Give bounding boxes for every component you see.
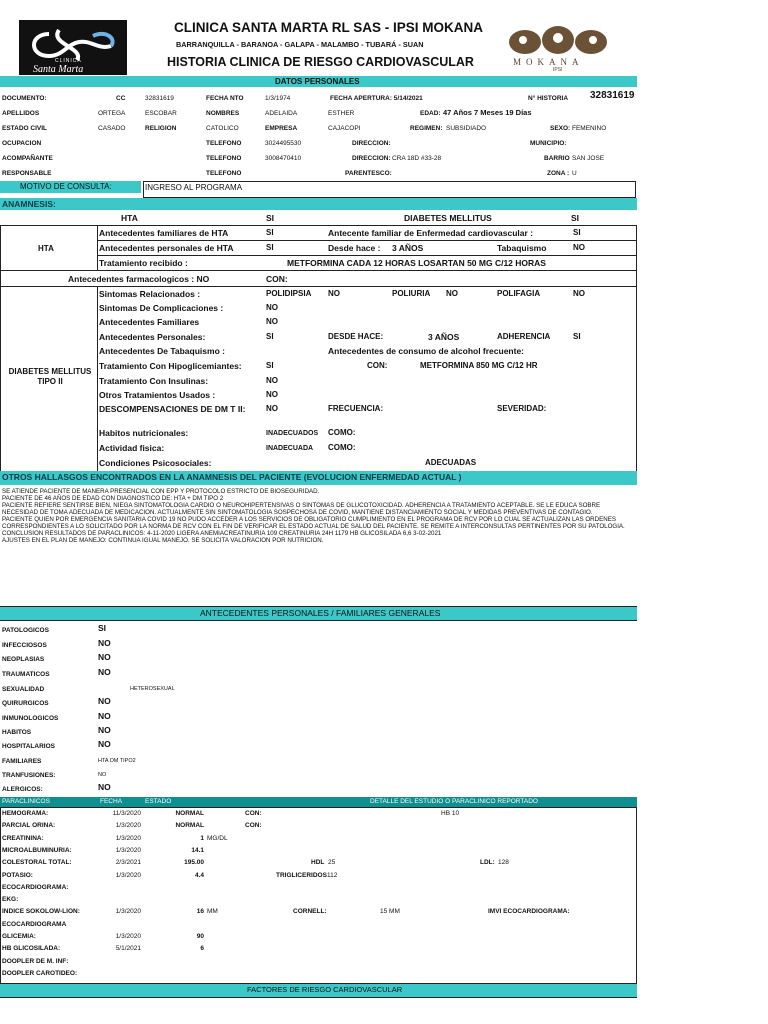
paraclinico-name: GLICEMIA: (2, 933, 36, 940)
paraclinico-detail-value: HB 10 (441, 810, 460, 817)
paraclinico-name: DOOPLER CAROTIDEO: (2, 970, 78, 977)
habitos-nutricionales: Habitos nutricionales: (99, 428, 189, 438)
documento-label: DOCUMENTO: (2, 95, 47, 102)
motivo-value: INGRESO AL PROGRAMA (145, 183, 243, 192)
ant-fam-ecv-value: SI (573, 228, 581, 237)
apellidos-label: APELLIDOS (2, 110, 40, 117)
antecedente-value: NO (98, 782, 111, 792)
tratamiento-label: Tratamiento recibido : (99, 258, 188, 268)
telefono-label-3: TELEFONO (206, 170, 242, 177)
barrio-label: BARRIO (544, 155, 570, 162)
paraclinico-estado: 195.00 (184, 859, 204, 866)
paraclinico-estado: 1 (200, 835, 204, 842)
otros-tratamientos-value: NO (266, 390, 278, 399)
trat-insulinas-value: NO (266, 376, 278, 385)
ant-familiares-value: NO (266, 317, 278, 326)
paraclinico-detail-label: CON: (245, 822, 262, 829)
otros-line-8: AJUSTES EN EL PLAN DE MANEJO: CONTINUA IGUAL MANEJO. SE SOLICITA VALORACION POR NUTRICION. (2, 537, 324, 544)
desde-hace-label: Desde hace : (328, 243, 381, 253)
clinic-cities: BARRANQUILLA - BARANOA - GALAPA - MALAMBO - TUBARÁ - SUAN (176, 40, 424, 49)
polifagia-value: NO (573, 289, 585, 298)
paraclinico-fecha: 1/3/2020 (115, 908, 141, 915)
paraclinico-fecha: 11/3/2020 (112, 810, 141, 817)
antecedente-label: QUIRURGICOS (2, 700, 49, 707)
zona: U (572, 170, 577, 177)
dm-header-si: SI (571, 213, 580, 223)
trat-hipoglicemiantes: Tratamiento Con Hipoglicemiantes: (99, 361, 242, 371)
ant-per-hta: Antecedentes personales de HTA (99, 243, 234, 253)
sexo-label: SEXO: (550, 125, 571, 132)
antecedente-value: SI (98, 623, 107, 633)
nombre-1: ADELAIDA (265, 110, 298, 117)
personal-data-title: DATOS PERSONALES (275, 77, 360, 86)
historia-number: 32831619 (590, 90, 635, 101)
apellido-2: ESCOBAR (145, 110, 177, 117)
mokana-logo (503, 20, 613, 75)
otros-line-7: CONCLUSION RESULTADOS DE PARACLINICOS: 4-11-2020 LIGERA ANEMIACREATINURIA 109 CREATINURIA 24H 1179 HB GLICOSILADA 6,6 3-02-2021 (2, 530, 442, 537)
farmacologicos-con: CON: (266, 274, 288, 284)
frecuencia-label: FRECUENCIA: (328, 404, 384, 413)
paraclinico-detail-label: CORNELL: (293, 908, 327, 915)
telefono-2: 3008470410 (265, 155, 302, 162)
religion: CATOLICO (206, 125, 239, 132)
antecedente-label: TRANFUSIONES: (2, 772, 56, 779)
tratamiento-value: METFORMINA CADA 12 HORAS LOSARTAN 50 MG C/12 HORAS (287, 258, 546, 268)
paraclinico-estado: NORMAL (175, 822, 204, 829)
hta-header-si: SI (266, 213, 275, 223)
paraclinico-estado: 90 (196, 933, 204, 940)
edad-value: 47 Años 7 Meses 19 Días (443, 108, 532, 117)
fecha-apertura: FECHA APERTURA: 5/14/2021 (330, 95, 423, 102)
telefono-label-2: TELEFONO (206, 155, 242, 162)
antecedentes-title: ANTECEDENTES PERSONALES / FAMILIARES GENERALES (200, 608, 441, 618)
nombres-label: NOMBRES (206, 110, 240, 117)
descompensaciones: DESCOMPENSACIONES DE DM T II: (99, 404, 246, 414)
municipio-label: MUNICIPIO: (530, 140, 567, 147)
paraclinico-fecha: 1/3/2020 (115, 933, 141, 940)
telefono-1: 3024495530 (265, 140, 302, 147)
paraclinicos-header: PARACLINICOS (2, 798, 50, 805)
condiciones-psicosociales-value: ADECUADAS (425, 458, 477, 467)
antecedente-value: NO (98, 652, 111, 662)
estado-civil: CASADO (98, 125, 126, 132)
hta-row-label: HTA (38, 244, 54, 253)
paraclinico-name: CREATININA: (2, 835, 44, 842)
paraclinico-estado: NORMAL (175, 810, 204, 817)
habitos-como: COMO: (328, 428, 356, 437)
polidipsia-value: NO (328, 289, 340, 298)
ant-fam-hta: Antecedentes familiares de HTA (99, 228, 229, 238)
ant-per-hta-value: SI (266, 243, 274, 252)
dm-header: DIABETES MELLITUS (404, 213, 492, 223)
paraclinico-name: INDICE SOKOLOW-LION: (2, 908, 80, 915)
personal-data-band (0, 76, 637, 87)
motivo-box (143, 181, 636, 198)
ocupacion-label: OCUPACION (2, 140, 42, 147)
antecedente-value: NO (98, 725, 111, 735)
otros-band (0, 471, 637, 485)
apellido-1: ORTEGA (98, 110, 126, 117)
telefono-label-1: TELEFONO (206, 140, 242, 147)
antecedente-label: NEOPLASIAS (2, 656, 45, 663)
empresa-label: EMPRESA (265, 125, 298, 132)
paraclinico-name: COLESTORAL TOTAL: (2, 859, 72, 866)
paraclinico-fecha: 1/3/2020 (115, 872, 141, 879)
paraclinico-name: EKG: (2, 896, 19, 903)
antecedente-value: NO (98, 772, 107, 778)
paraclinico-fecha: 5/1/2021 (115, 945, 141, 952)
otros-line-3: PACIENTE REFIERE SENTIRSE BIEN, NIEGA SINTOMATOLOGIA CARDIO O NEUROHIPERTENSIVAS O SINTOMAS DE GLUCOTOXICIDAD. ADHERENCIA A TRATAMIENTO ACEPTABLE. SE LE EDUCA SOBRE (2, 502, 601, 509)
parentesco-label: PARENTESCO: (345, 170, 392, 177)
direccion-label-1: DIRECCION: (352, 140, 391, 147)
actividad-fisica: Actividad fisica: (99, 443, 165, 453)
paraclinico-detail-label: TRIGLICERIDOS (276, 872, 327, 879)
tabaquismo-label: Tabaquismo (497, 243, 547, 253)
antecedente-value: NO (98, 638, 111, 648)
otros-line-1: SE ATIENDE PACIENTE DE MANERA PRESENCIAL CON EPP Y PROTOCOLO ESTRICTO DE BIOSEGURIDAD. (2, 488, 320, 495)
poliuria-value: NO (446, 289, 458, 298)
clinica-santa-marta-logo (19, 20, 127, 75)
trat-insulinas: Tratamiento Con Insulinas: (99, 376, 209, 386)
logo-right-text: MOKANA (513, 57, 584, 67)
hipoglic-con-label: CON: (367, 361, 388, 370)
motivo-label-cell (0, 181, 141, 193)
regimen-label: REGIMEN: (410, 125, 443, 132)
paraclinico-fecha: 1/3/2020 (115, 822, 141, 829)
ant-farmacologicos: Antecedentes farmacologicos : NO (68, 274, 210, 284)
polifagia-label: POLIFAGIA (497, 289, 541, 298)
paraclinico-name: HEMOGRAMA: (2, 810, 49, 817)
otros-tratamientos: Otros Tratamientos Usados : (99, 390, 216, 400)
paraclinico-estado: 4.4 (194, 872, 204, 879)
actividad-como: COMO: (328, 443, 356, 452)
sintomas-complicaciones-value: NO (266, 303, 278, 312)
ant-alcohol: Antecedentes de consumo de alcohol frecuente: (328, 346, 525, 356)
paraclinico-detail-label-2: IMVI ECOCARDIOGRAMA: (488, 908, 570, 915)
severidad-label: SEVERIDAD: (497, 404, 547, 413)
tabaquismo-value: NO (573, 243, 585, 252)
fecha-nto-label: FECHA NTO (206, 95, 244, 102)
otros-line-4: NECESIDAD DE TOMA ADECUADA DE MEDICACION. ACTUALMENTE SIN SINTOMATOLOGIA SOSPECHOSA DE COVID, MANTIENE DISTANCIAMIENTO SOCIAL Y MEDIDAS PREVENTIVAS DE CONTAGIO. (2, 509, 593, 516)
logo-right-subtext: IPSI (553, 67, 563, 73)
doc-type: CC (116, 95, 126, 102)
antecedentes-band (0, 607, 637, 620)
religion-label: RELIGION (145, 125, 177, 132)
paraclinico-detail-label: CON: (245, 810, 262, 817)
trat-hipoglicemiantes-value: SI (266, 361, 274, 370)
paraclinico-detail-value: 25 (328, 859, 336, 866)
antecedente-label: HOSPITALARIOS (2, 743, 55, 750)
zona-label: ZONA : (547, 170, 570, 177)
paraclinico-estado: 14.1 (191, 847, 204, 854)
polidipsia-label: POLIDIPSIA (266, 289, 312, 298)
clinic-name: CLINICA SANTA MARTA RL SAS - IPSI MOKANA (174, 20, 483, 35)
habitos-nutricionales-value: INADECUADOS (266, 430, 319, 437)
antecedente-label: PATOLOGICOS (2, 627, 49, 634)
fecha-nto: 1/3/1974 (265, 95, 291, 102)
empresa: CAJACOPI (328, 125, 361, 132)
desde-hace-value: 3 AÑOS (392, 243, 424, 253)
ant-fam-ecv: Antecente familiar de Enfermedad cardiovascular : (328, 228, 534, 238)
desde-hace-2-label: DESDE HACE: (328, 332, 384, 341)
paraclinico-fecha: 1/3/2020 (115, 847, 141, 854)
otros-line-5: PACIENTE QUIEN POR EMERGENCIA SANITARIA COVID 19 NO PUDO ACCEDER A LOS SERVICIOS DE OBLIGATORIO CUMPLIMIENTO EN EL PROGRAMA DE RCV POR LO CUAL SE ACTUALIZAN LAS ORDENES (2, 516, 616, 523)
paraclinico-fecha: 1/3/2020 (115, 835, 141, 842)
responsable-label: RESPONSABLE (2, 170, 52, 177)
estado-header: ESTADO (145, 798, 172, 805)
antecedente-value: HETEROSEXUAL (130, 686, 175, 692)
paraclinico-detail-value: 112 (327, 872, 338, 879)
adherencia-value: SI (573, 332, 581, 341)
ant-personales-value: SI (266, 332, 274, 341)
logo-left-text: CLINICA (55, 58, 82, 64)
paraclinico-name: ECOCARDIOGRAMA: (2, 884, 69, 891)
paraclinico-name: DOOPLER DE M. INF: (2, 958, 69, 965)
historia-label: N° HISTORIA (528, 95, 569, 102)
paraclinico-name: POTASIO: (2, 872, 33, 879)
antecedente-value: HTA DM TIPO2 (98, 758, 136, 764)
dm-row-label: DIABETES MELLITUS TIPO II (8, 367, 92, 386)
antecedente-value: NO (98, 667, 111, 677)
regimen: SUBSIDIADO (446, 125, 487, 132)
paraclinico-estado: 16 (196, 908, 204, 915)
direccion-2: CRA 18D #33-28 (392, 155, 442, 162)
factores-title: FACTORES DE RIESGO CARDIOVASCULAR (247, 985, 403, 994)
ant-tabaquismo: Antecedentes De Tabaquismo : (99, 346, 225, 356)
barrio: SAN JOSE (572, 155, 605, 162)
actividad-fisica-value: INADECUADA (266, 445, 314, 452)
logo-left-subtext: Santa Marta (33, 64, 84, 75)
edad-label: EDAD: (420, 110, 441, 117)
form-title: HISTORIA CLINICA DE RIESGO CARDIOVASCULAR (167, 55, 474, 69)
adherencia-label: ADHERENCIA (497, 332, 551, 341)
hipoglic-con-value: METFORMINA 850 MG C/12 HR (420, 361, 538, 370)
poliuria-label: POLIURIA (392, 289, 431, 298)
descompensaciones-value: NO (266, 404, 278, 413)
antecedente-label: TRAUMATICOS (2, 671, 50, 678)
antecedente-label: HABITOS (2, 729, 32, 736)
factores-band (0, 984, 637, 997)
desde-hace-2-value: 3 AÑOS (428, 332, 460, 342)
paraclinico-estado: 6 (200, 945, 204, 952)
paraclinico-name: ECOCARDIOGRAMA (2, 921, 67, 928)
paraclinico-fecha: 2/3/2021 (115, 859, 141, 866)
sintomas-complicaciones: Sintomas De Complicaciones : (99, 303, 224, 313)
paraclinico-name: MICROALBUMINURIA: (2, 847, 72, 854)
otros-line-6: CORRESPONDIENTES A LO SOLICITADO POR LA NORMA DE RCV CON EL FIN DE VERIFICAR EL ESTADO ACTUAL DE SALUD DEL PACIENTE. SE REMITE A INTERCONSULTAS PERTINENTES POR SU PATOLOGIA. (2, 523, 625, 530)
motivo-label: MOTIVO DE CONSULTA: (20, 182, 112, 191)
antecedente-label: SEXUALIDAD (2, 686, 45, 693)
doc-number: 32831619 (145, 95, 174, 102)
ant-familiares: Antecedentes Familiares (99, 317, 200, 327)
paraclinico-detail-label: HDL (311, 859, 325, 866)
sintomas-relacionados: Sintomas Relacionados : (99, 289, 201, 299)
ant-personales: Antecedentes Personales: (99, 332, 206, 342)
anamnesis-band (0, 198, 637, 210)
antecedente-label: FAMILIARES (2, 758, 42, 765)
paraclinico-detail-label-2: LDL: (480, 859, 495, 866)
sexo: FEMENINO (572, 125, 607, 132)
paraclinico-name: HB GLICOSILADA: (2, 945, 61, 952)
otros-title: OTROS HALLASGOS ENCONTRADOS EN LA ANAMNESIS DEL PACIENTE (EVOLUCION ENFERMEDAD ACTUAL ) (2, 472, 462, 482)
antecedente-value: NO (98, 739, 111, 749)
detalle-header: DETALLE DEL ESTUDIO O PARACLINICO REPORTADO (370, 798, 538, 805)
antecedente-label: INMUNOLOGICOS (2, 715, 59, 722)
antecedente-value: NO (98, 711, 111, 721)
otros-line-2: PACIENTE DE 46 AÑOS DE EDAD CON DIAGNOSTICO DE: HTA + DM TIPO 2 (2, 495, 224, 502)
paraclinico-unit: MG/DL (207, 835, 228, 842)
acompanante-label: ACOMPAÑANTE (2, 155, 53, 162)
condiciones-psicosociales: Condiciones Psicosociales: (99, 458, 212, 468)
direccion-label-2: DIRECCION: (352, 155, 391, 162)
nombre-2: ESTHER (328, 110, 355, 117)
ant-fam-hta-value: SI (266, 228, 274, 237)
antecedente-label: ALERGICOS: (2, 786, 43, 793)
estado-civil-label: ESTADO CIVIL (2, 125, 48, 132)
paraclinicos-header-band (0, 797, 637, 807)
paraclinico-detail-value-2: 128 (498, 859, 509, 866)
hta-header: HTA (121, 213, 138, 223)
fecha-header: FECHA (100, 798, 123, 805)
antecedente-value: NO (98, 696, 111, 706)
paraclinico-detail-value: 15 MM (380, 908, 400, 915)
antecedente-label: INFECCIOSOS (2, 642, 47, 649)
anamnesis-label: ANAMNESIS: (2, 199, 56, 209)
paraclinico-unit: MM (207, 908, 218, 915)
paraclinico-name: PARCIAL ORINA: (2, 822, 56, 829)
